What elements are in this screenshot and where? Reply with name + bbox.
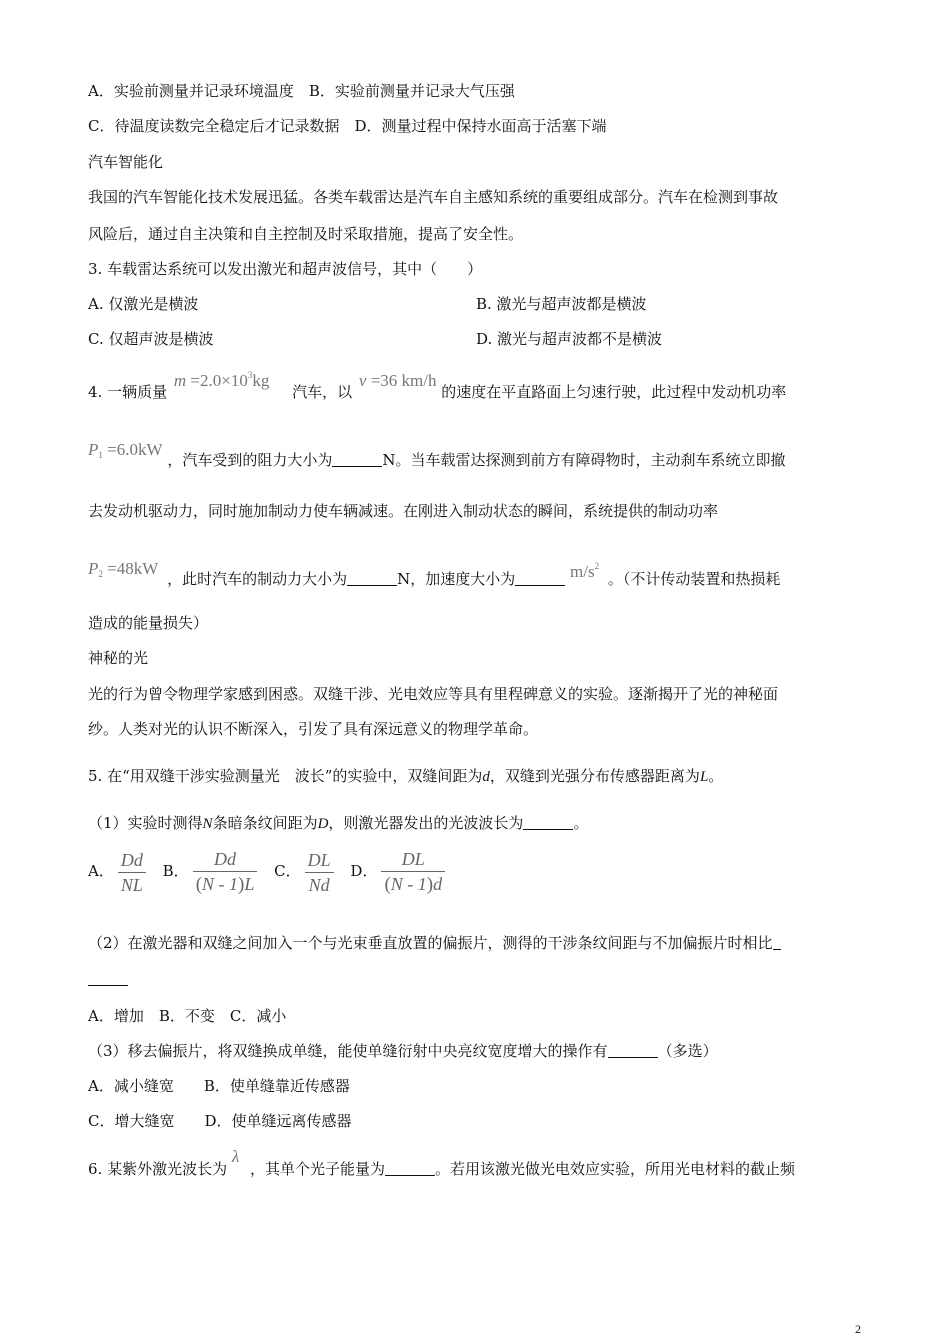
q5-sub3-stem: （3）移去偏振片，将双缝换成单缝，能使单缝衍射中央亮纹宽度增大的操作有 （多选）	[88, 1042, 718, 1060]
q5-sub1-options	[88, 846, 449, 896]
section-heading-car: 汽车智能化	[88, 153, 164, 171]
q5-sub3-options-2: C．增大缝宽 D．使单缝远离传感器	[88, 1112, 352, 1130]
q4-text-9: 。（不计传动装置和热损耗	[607, 570, 781, 588]
option-b-label: B．	[162, 862, 189, 880]
q4-text-3: 的速度在平直路面上匀速行驶，此过程中发动机功率	[441, 383, 787, 401]
q4-line-4	[88, 559, 781, 595]
lambda-symbol: λ	[231, 1147, 240, 1166]
var-d: d	[482, 769, 490, 785]
option-c-fraction: $\frac{DL}{Nd}$	[305, 849, 334, 896]
q4-line-2	[88, 440, 786, 476]
q5-sub2-stem: （2）在激光器和双缝之间加入一个与光束垂直放置的偏振片，测得的干涉条纹间距与不加偏振片时相比	[88, 932, 781, 954]
q4-text-8: N，加速度大小为	[397, 570, 516, 588]
answer-blank-acceleration[interactable]	[515, 570, 565, 586]
q3-option-b: B. 激光与超声波都是横波	[476, 295, 647, 313]
q5-stem: 5. 在“用双缝干涉实验测量光 波长”的实验中，双缝间距为d，双缝到光强分布传感器距离为L。	[88, 767, 724, 785]
mass-formula: $m =2.0\times 10^3kg$	[173, 370, 270, 390]
q4-line-1	[88, 370, 787, 403]
option-a-fraction: $\frac{Dd}{NL}$	[118, 849, 146, 896]
option-c-label: C．	[274, 862, 301, 880]
q5-sub2-options: A．增加 B．不变 C．减小	[88, 1007, 287, 1025]
q6-stem: 6. 某紫外激光波长为 λ ，其单个光子能量为 。若用该激光做光电效应实验，所用光电材料的截止频	[88, 1147, 796, 1178]
answer-blank-wavelength[interactable]	[523, 814, 573, 830]
answer-blank-fringe-tail	[773, 934, 781, 950]
answer-blank-resistance[interactable]	[332, 451, 382, 467]
q4-text-2: 汽车，以	[292, 383, 353, 401]
option-b-fraction: $\frac{Dd}{(N - 1)L}$	[193, 848, 258, 896]
answer-blank-braking-force[interactable]	[347, 570, 397, 586]
q4-text-1: 4. 一辆质量	[88, 383, 168, 401]
section-heading-light: 神秘的光	[88, 649, 149, 667]
q4-text-4: ，汽车受到的阻力大小为	[167, 451, 333, 469]
q5-sub1-stem: （1）实验时测得N条暗条纹间距为D，则激光器发出的光波波长为 。	[88, 814, 589, 832]
q3-option-d: D. 激光与超声波都不是横波	[476, 330, 663, 348]
option-a-label: A．	[88, 862, 114, 880]
section-light-intro-1: 光的行为曾令物理学家感到困惑。双缝干涉、光电效应等具有里程碑意义的实验。逐渐揭开了光的神秘面	[88, 685, 779, 703]
q2-options-line-2: C．待温度读数完全稳定后才记录数据 D．测量过程中保持水面高于活塞下端	[88, 117, 607, 135]
power-p1-formula: $P_1 =6.0kW$	[88, 440, 163, 460]
power-p2-formula: $P_2 =48kW$	[88, 559, 159, 579]
q3-option-a: A. 仅激光是横波	[88, 295, 199, 313]
section-car-intro-1: 我国的汽车智能化技术发展迅猛。各类车载雷达是汽车自主感知系统的重要组成部分。汽车在检测到事故	[88, 188, 779, 206]
option-d-label: D．	[350, 862, 378, 880]
option-d-fraction: $\frac{DL}{(N - 1)d}$	[381, 848, 445, 896]
section-car-intro-2: 风险后，通过自主决策和自主控制及时采取措施，提高了安全性。	[88, 225, 524, 243]
page-number: 2	[855, 1322, 861, 1336]
q3-stem: 3. 车载雷达系统可以发出激光和超声波信号，其中（ ）	[88, 260, 483, 278]
q5-sub3-options-1: A．减小缝宽 B．使单缝靠近传感器	[88, 1077, 350, 1095]
answer-blank-fringe[interactable]	[88, 985, 128, 986]
velocity-formula: v =36 km/h	[358, 371, 437, 390]
q4-line-5: 造成的能量损失）	[88, 614, 209, 632]
var-N: N	[202, 816, 213, 832]
answer-blank-photon-energy[interactable]	[385, 1160, 435, 1176]
q2-options-line-1: A．实验前测量并记录环境温度 B．实验前测量并记录大气压强	[88, 82, 515, 100]
q4-line-3: 去发动机驱动力，同时施加制动力使车辆减速。在刚进入制动状态的瞬间，系统提供的制动功率	[88, 502, 719, 520]
var-D: D	[317, 816, 329, 832]
var-L: L	[699, 769, 709, 785]
q4-text-7: ，此时汽车的制动力大小为	[167, 570, 348, 588]
answer-blank-single-slit[interactable]	[608, 1042, 658, 1058]
q4-text-5: N。当车载雷达探测到前方有障碍物时，主动刹车系统立即撤	[382, 451, 786, 469]
q3-option-c: C. 仅超声波是横波	[88, 330, 214, 348]
section-light-intro-2: 纱。人类对光的认识不断深入，引发了具有深远意义的物理学革命。	[88, 720, 539, 738]
acceleration-unit: $m/s^2$	[570, 561, 600, 581]
